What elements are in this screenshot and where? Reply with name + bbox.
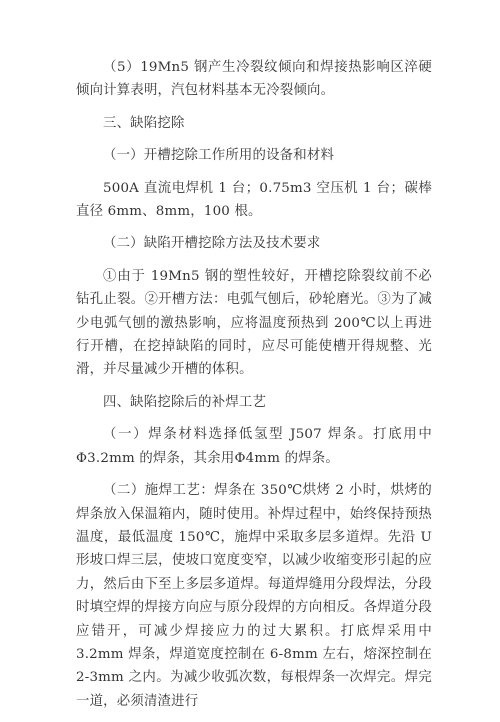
subheading-method: （二）缺陷开槽挖除方法及技术要求: [103, 236, 321, 252]
document-body: [76, 56, 432, 722]
paragraph-method: ①由于 19Mn5 钢的塑性较好，开槽挖除裂纹前不必钻孔止裂。②开槽方法：电弧气刨后，砂轮磨光。③为了减少电弧气刨的激热影响，应将温度预热到 200℃以上再进行开槽，在挖掉缺陷的同时，应尽可能使槽开得规整、光滑，并尽量减少开槽的体积。: [76, 268, 432, 378]
paragraph-crack-tendency: （5）19Mn5 钢产生冷裂纹倾向和焊接热影响区淬硬倾向计算表明，汽包材料基本无冷裂倾向。: [76, 60, 432, 99]
paragraph-welding-process: （二）施焊工艺：焊条在 350℃烘烤 2 小时，烘烤的焊条放入保温箱内，随时使用。补焊过程中，始终保持预热温度，最低温度 150℃，施焊中采取多层多道焊。先沿 U 形坡口焊三层，使坡口宽度变窄，以减少收缩变形引起的应力，然后由下至上多层多道焊。每道焊缝用分段焊法，分段时填空焊的焊接方向应与原分段焊的方向相反。各焊道分段应错开，可减少焊接应力的过大累积。打底焊采用中 3.2mm 焊条，焊道宽度控制在 6-8mm 左右，熔深控制在 2-3mm 之内。为减少收弧次数，每根焊条一次焊完。焊完一道，必须清渣进行: [76, 483, 432, 709]
paragraph-electrode-selection: （一）焊条材料选择低氢型 J507 焊条。打底用中Φ3.2mm 的焊条，其余用Φ4mm 的焊条。: [76, 427, 432, 466]
subheading-equipment: （一）开槽挖除工作所用的设备和材料: [103, 148, 335, 164]
section-heading-repair-welding: 四、缺陷挖除后的补焊工艺: [103, 394, 267, 410]
paragraph-equipment-list: 500A 直流电焊机 1 台；0.75m3 空压机 1 台；碳棒直径 6mm、8mm，100 根。: [76, 180, 432, 220]
section-heading-defect-removal: 三、缺陷挖除: [103, 115, 185, 131]
